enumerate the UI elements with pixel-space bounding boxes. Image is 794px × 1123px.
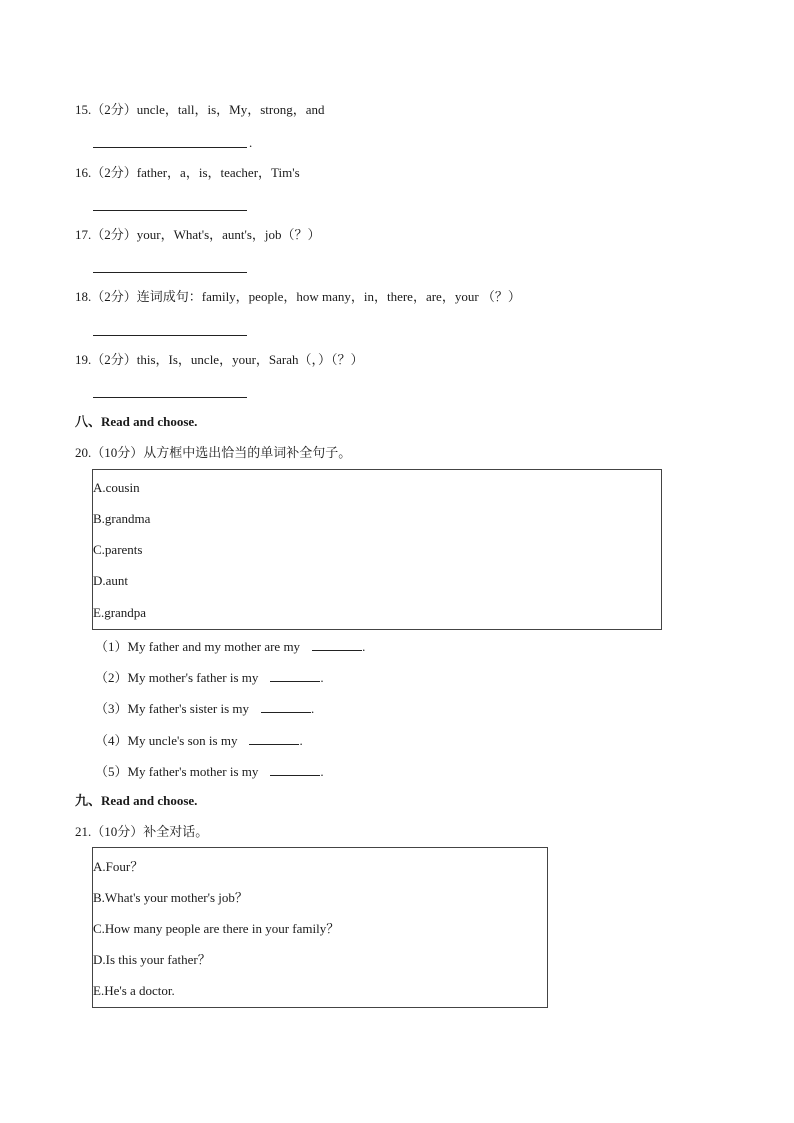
option-e-21: E.He's a doctor. xyxy=(93,983,175,998)
question-21: 21.（10分）补全对话。 xyxy=(75,824,209,839)
sub-item-4 xyxy=(95,732,303,749)
answer-line-19[interactable] xyxy=(93,397,247,398)
option-a-20: A.cousin xyxy=(93,480,140,495)
option-c-21: C.How many people are there in your family？ xyxy=(93,921,340,936)
sub-item-1-text: （1）My father and my mother are my xyxy=(95,639,301,654)
answer-line-15[interactable] xyxy=(93,147,247,148)
option-b-20: B.grandma xyxy=(93,511,151,526)
sub-item-1 xyxy=(95,638,365,655)
question-15: 15.（2分）uncle，tall，is，My，strong，and xyxy=(75,102,325,117)
blank-5[interactable] xyxy=(270,763,320,776)
option-d-21: D.Is this your father？ xyxy=(93,952,211,967)
option-e-20: E.grandpa xyxy=(93,605,147,620)
sub-item-5-period: . xyxy=(320,764,324,779)
answer-period-15: . xyxy=(249,135,253,150)
option-d-20: D.aunt xyxy=(93,573,129,588)
sub-item-2-text: （2）My mother's father is my xyxy=(95,670,259,685)
question-16: 16.（2分）father，a，is，teacher，Tim's xyxy=(75,165,300,180)
sub-item-4-text: （4）My uncle's son is my xyxy=(95,733,238,748)
sub-item-3-text: （3）My father's sister is my xyxy=(95,701,249,716)
answer-line-18[interactable] xyxy=(93,335,247,336)
answer-line-17[interactable] xyxy=(93,272,247,273)
option-b-21: B.What's your mother's job？ xyxy=(93,890,248,905)
section-9-heading: 九、Read and choose. xyxy=(75,793,198,808)
sub-item-1-period: . xyxy=(362,639,366,654)
section-8-heading: 八、Read and choose. xyxy=(75,414,198,429)
option-a-21: A.Four？ xyxy=(93,859,144,874)
sub-item-2-period: . xyxy=(320,670,324,685)
blank-1[interactable] xyxy=(312,638,362,651)
question-18: 18.（2分）连词成句：family，people，how many，in，there，are，your （？） xyxy=(75,289,521,304)
blank-4[interactable] xyxy=(249,732,299,745)
sub-item-5 xyxy=(95,763,324,780)
sub-item-3-period: . xyxy=(311,701,315,716)
blank-3[interactable] xyxy=(261,700,311,713)
question-19: 19.（2分）this，Is，uncle，your，Sarah（，）（？） xyxy=(75,352,364,367)
blank-2[interactable] xyxy=(270,669,320,682)
question-17: 17.（2分）your，What's，aunt's，job（？） xyxy=(75,227,321,242)
question-20: 20.（10分）从方框中选出恰当的单词补全句子。 xyxy=(75,445,352,460)
sub-item-5-text: （5）My father's mother is my xyxy=(95,764,259,779)
sub-item-2 xyxy=(95,669,324,686)
option-c-20: C.parents xyxy=(93,542,143,557)
answer-line-16[interactable] xyxy=(93,210,247,211)
sub-item-4-period: . xyxy=(299,733,303,748)
word-box-20 xyxy=(92,469,662,630)
sub-item-3 xyxy=(95,700,314,717)
